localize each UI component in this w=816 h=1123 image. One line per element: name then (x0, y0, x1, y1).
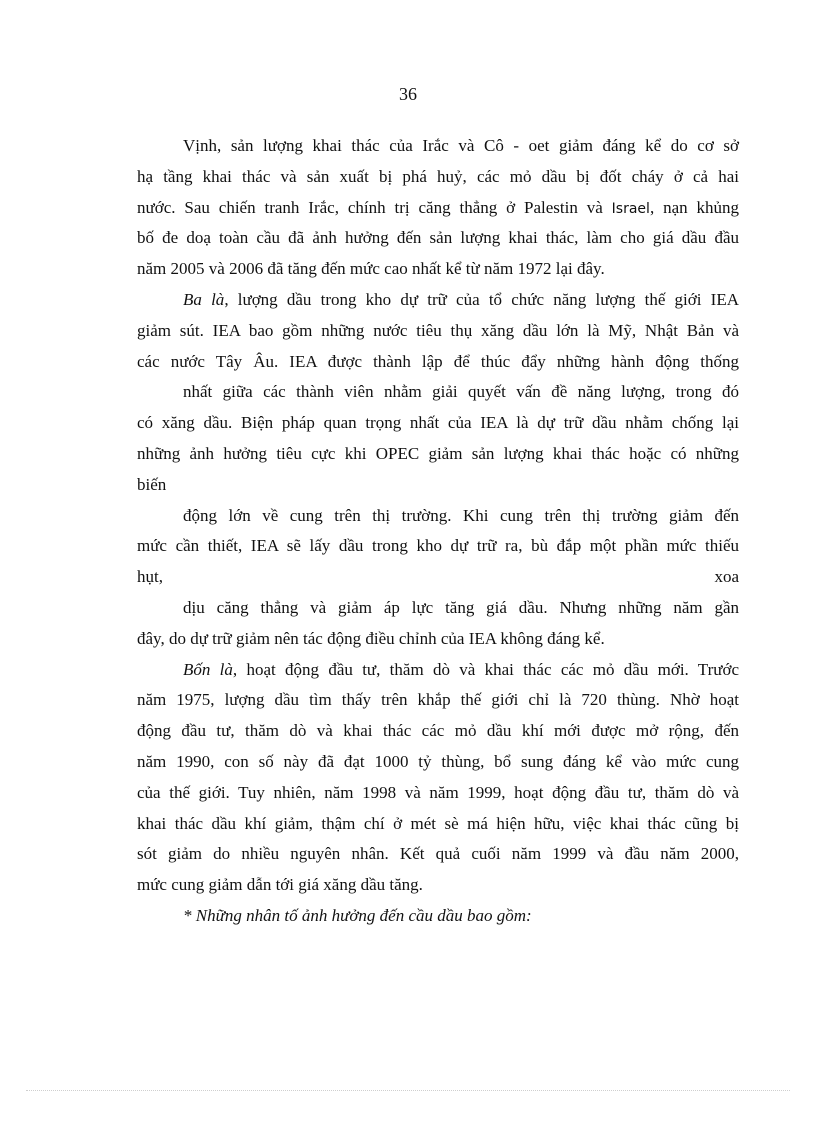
text-line: những ảnh hưởng tiêu cực khi OPEC giảm sản lượng khai thác hoặc có những (137, 443, 739, 463)
text-line: Vịnh, sản lượng khai thác của Irắc và Cô - oet giảm đáng kể do cơ sở (183, 136, 739, 155)
paragraph-1 (137, 131, 739, 285)
text-fragment: hụt, (137, 567, 163, 587)
text-line: hạ tầng khai thác và sản xuất bị phá huỷ, các mỏ dầu bị đốt cháy ở cả hai (137, 166, 739, 186)
text-line: năm 1975, lượng dầu tìm thấy trên khắp thế giới chỉ là 720 thùng. Nhờ hoạt (137, 690, 739, 710)
text-line: các nước Tây Âu. IEA được thành lập để thúc đẩy những hành động thống (137, 351, 739, 371)
text-line: năm 1990, con số này đã đạt 1000 tỷ thùng, bổ sung đáng kể vào mức cung (137, 751, 739, 771)
text-fragment: xoa (714, 567, 739, 587)
paragraph-2 (137, 285, 739, 655)
text-fragment: , hoạt động đầu tư, thăm dò và khai thác các mỏ dầu mới. Trước (232, 659, 740, 679)
text-line: dịu căng thẳng và giảm áp lực tăng giá dầu. Nhưng những năm gần (183, 597, 739, 617)
page-number: 36 (399, 84, 417, 104)
page-bottom-border (26, 1090, 790, 1091)
text-line: khai thác dầu khí giảm, thậm chí ở mét sè má hiện hữu, việc khai thác cũng bị (137, 813, 739, 833)
text-line: động lớn về cung trên thị trường. Khi cung trên thị trường giảm đến (183, 505, 739, 525)
text-line: năm 2005 và 2006 đã tăng đến mức cao nhất kể từ năm 1972 lại đây. (137, 259, 605, 279)
text-line (137, 562, 739, 593)
paragraph-lead: Bốn là (183, 659, 233, 679)
text-line: mức cần thiết, IEA sẽ lấy dầu trong kho dự trữ ra, bù đắp một phần mức thiếu (137, 536, 739, 556)
paragraph-lead: Ba là (183, 289, 225, 309)
text-line: bố đe doạ toàn cầu đã ảnh hưởng đến sản lượng khai thác, làm cho giá dầu đầu (137, 228, 739, 248)
text-line: động đầu tư, thăm dò và khai thác các mỏ dầu khí mới được mở rộng, đến (137, 721, 739, 741)
document-body (137, 131, 739, 932)
text-line: có xăng dầu. Biện pháp quan trọng nhất của IEA là dự trữ dầu nhằm chống lại (137, 413, 739, 433)
text-line (137, 285, 739, 316)
text-fragment: , nạn khủng (649, 197, 740, 217)
text-fragment: , lượng dầu trong kho dự trữ của tổ chức năng lượng thế giới IEA (224, 289, 740, 309)
text-line: biến (137, 474, 167, 494)
text-line: mức cung giảm dẫn tới giá xăng dầu tăng. (137, 875, 423, 895)
text-line: sót giảm do nhiều nguyên nhân. Kết quả cuối năm 1999 và đầu năm 2000, (137, 844, 739, 864)
text-fragment: nước. Sau chiến tranh Irắc, chính trị căng thẳng ở Palestin và (137, 197, 603, 217)
text-line: nhất giữa các thành viên nhằm giải quyết vấn đề năng lượng, trong đó (183, 382, 739, 402)
text-line (137, 655, 739, 686)
text-line: giảm sút. IEA bao gồm những nước tiêu thụ xăng dầu lớn là Mỹ, Nhật Bản và (137, 320, 739, 340)
text-line (137, 193, 739, 224)
text-line: của thế giới. Tuy nhiên, năm 1998 và năm 1999, hoạt động đầu tư, thăm dò và (137, 782, 739, 802)
section-heading: * Những nhân tố ảnh hưởng đến cầu dầu bao gồm: (183, 905, 532, 925)
paragraph-3 (137, 655, 739, 901)
text-line: đây, do dự trữ giảm nên tác động điều chỉnh của IEA không đáng kể. (137, 628, 605, 648)
text-fragment: Israel (611, 200, 650, 217)
